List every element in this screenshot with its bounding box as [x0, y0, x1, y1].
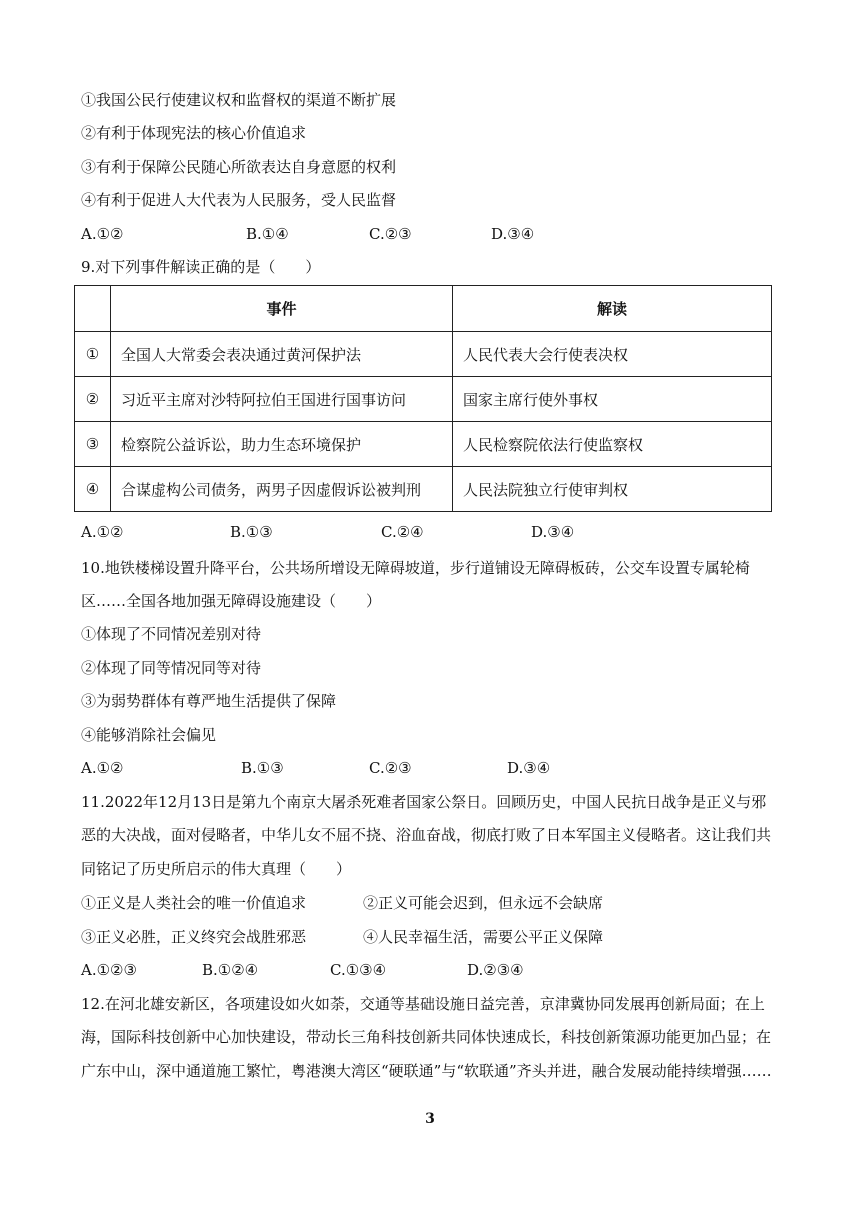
row-interpretation: 人民代表大会行使表决权	[453, 332, 772, 377]
q10-statement-4: ④能够消除社会偏见	[81, 726, 217, 744]
q11-statement-3: ③正义必胜，正义终究会战胜邪恶	[81, 928, 307, 946]
q9-option-c: C.②④	[381, 523, 424, 541]
q9-option-d: D.③④	[531, 523, 575, 541]
q11-stem-line2: 恶的大决战，面对侵略者，中华儿女不屈不挠、浴血奋战，彻底打败了日本军国主义侵略者。这让我们共	[81, 826, 772, 844]
page-number: 3	[425, 1111, 435, 1127]
row-event: 合谋虚构公司债务，两男子因虚假诉讼被判刑	[111, 467, 453, 512]
q10-option-a: A.①②	[81, 759, 124, 777]
q8-statement-2: ②有利于体现宪法的核心价值追求	[81, 124, 307, 142]
row-interpretation: 人民法院独立行使审判权	[453, 467, 772, 512]
q9-option-a: A.①②	[81, 523, 124, 541]
q10-statement-1: ①体现了不同情况差别对待	[81, 625, 262, 643]
q11-option-a: A.①②③	[81, 961, 137, 979]
q8-option-b: B.①④	[246, 225, 289, 243]
row-interpretation: 国家主席行使外事权	[453, 377, 772, 422]
table-row	[75, 377, 772, 422]
table-header-event: 事件	[111, 286, 453, 332]
q11-option-d: D.②③④	[467, 961, 524, 979]
row-event: 全国人大常委会表决通过黄河保护法	[111, 332, 453, 377]
q8-statement-3: ③有利于保障公民随心所欲表达自身意愿的权利	[81, 158, 397, 176]
q9-event-table	[74, 285, 772, 512]
row-event: 习近平主席对沙特阿拉伯王国进行国事访问	[111, 377, 453, 422]
q8-statement-1: ①我国公民行使建议权和监督权的渠道不断扩展	[81, 91, 397, 109]
q11-option-c: C.①③④	[330, 961, 387, 979]
row-event: 检察院公益诉讼，助力生态环境保护	[111, 422, 453, 467]
q10-stem-line2: 区……全国各地加强无障碍设施建设（ ）	[81, 592, 382, 610]
q10-statement-2: ②体现了同等情况同等对待	[81, 659, 262, 677]
q11-stem-line3: 同铭记了历史所启示的伟大真理（ ）	[81, 860, 352, 878]
table-header-row	[75, 286, 772, 332]
row-number: ④	[75, 467, 111, 512]
q8-statement-4: ④有利于促进人大代表为人民服务，受人民监督	[81, 191, 397, 209]
row-number: ②	[75, 377, 111, 422]
q12-stem-line2: 海，国际科技创新中心加快建设，带动长三角科技创新共同体快速成长，科技创新策源功能更加凸显；在	[81, 1028, 772, 1046]
q8-option-a: A.①②	[81, 225, 124, 243]
table-header-blank	[75, 286, 111, 332]
q9-option-b: B.①③	[230, 523, 273, 541]
q9-stem: 9.对下列事件解读正确的是（ ）	[81, 258, 321, 276]
row-interpretation: 人民检察院依法行使监察权	[453, 422, 772, 467]
q11-statement-4: ④人民幸福生活，需要公平正义保障	[363, 928, 604, 946]
table-row	[75, 422, 772, 467]
q10-option-b: B.①③	[241, 759, 284, 777]
row-number: ③	[75, 422, 111, 467]
q10-option-c: C.②③	[369, 759, 412, 777]
q11-stem-line1: 11.2022年12月13日是第九个南京大屠杀死难者国家公祭日。回顾历史，中国人民抗日战争是正义与邪	[81, 793, 767, 811]
q10-statement-3: ③为弱势群体有尊严地生活提供了保障	[81, 692, 337, 710]
q11-statement-2: ②正义可能会迟到，但永远不会缺席	[363, 894, 604, 912]
q8-option-c: C.②③	[369, 225, 412, 243]
q10-option-d: D.③④	[507, 759, 551, 777]
q11-option-b: B.①②④	[202, 961, 259, 979]
table-row	[75, 467, 772, 512]
q12-stem-line1: 12.在河北雄安新区，各项建设如火如荼，交通等基础设施日益完善，京津冀协同发展再创新局面；在上	[81, 995, 765, 1013]
q11-statement-1: ①正义是人类社会的唯一价值追求	[81, 894, 307, 912]
q10-stem-line1: 10.地铁楼梯设置升降平台，公共场所增设无障碍坡道，步行道铺设无障碍板砖，公交车设置专属轮椅	[81, 559, 750, 577]
row-number: ①	[75, 332, 111, 377]
q8-option-d: D.③④	[491, 225, 535, 243]
table-header-interpretation: 解读	[453, 286, 772, 332]
table-row	[75, 332, 772, 377]
q12-stem-line3: 广东中山，深中通道施工繁忙，粤港澳大湾区“硬联通”与“软联通”齐头并进，融合发展动能持续增强……	[81, 1062, 772, 1080]
